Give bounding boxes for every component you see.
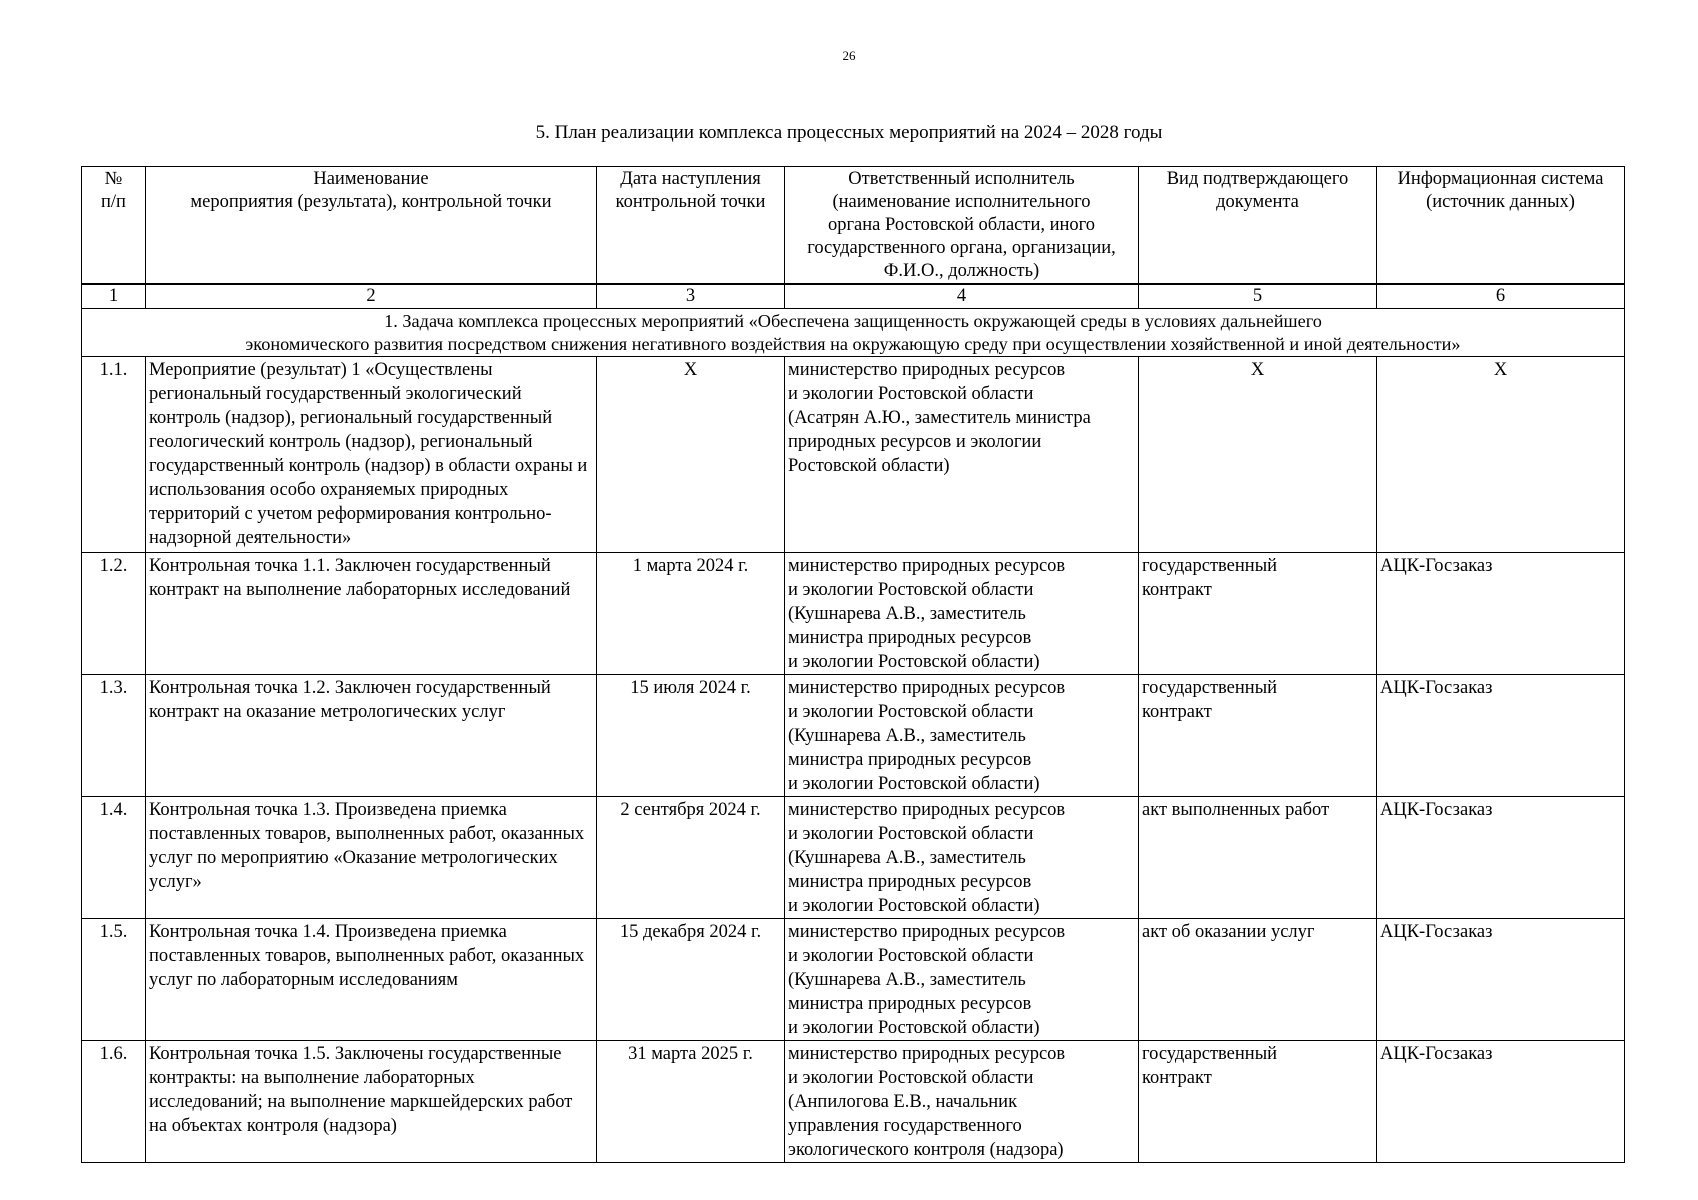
row-system-cell	[1377, 919, 1625, 1041]
row-number-cell	[82, 675, 146, 797]
row-number: 1.5.	[99, 922, 128, 942]
row-responsible: министерство природных ресурсов и экологии Ростовской области (Кушнарева А.В., заместитель министра природных ресурсов и экологии Ростовской области)	[788, 922, 1066, 1038]
row-document-cell	[1139, 675, 1377, 797]
row-system-cell	[1377, 553, 1625, 675]
row-system: АЦК-Госзаказ	[1380, 1044, 1493, 1064]
row-document-cell	[1139, 1041, 1377, 1163]
task-text: 1. Задача комплекса процессных мероприятий «Обеспечена защищенность окружающей среды в условиях дальнейшего экономического развития посредством снижения негативного воздействия на окружающую среду при осуществлении хозяйственной и иной деятельности»	[245, 311, 1461, 354]
column-number: 3	[597, 284, 785, 309]
row-date-cell	[597, 919, 785, 1041]
row-responsible-cell	[785, 919, 1139, 1041]
row-name-cell	[146, 675, 597, 797]
row-date-cell	[597, 797, 785, 919]
table-row	[82, 553, 1625, 675]
page-number: 26	[842, 48, 856, 63]
column-number: 1	[82, 284, 146, 309]
table-row	[82, 675, 1625, 797]
row-number-cell	[82, 919, 146, 1041]
row-system-cell	[1377, 357, 1625, 553]
row-system: Х	[1493, 360, 1508, 380]
row-date-cell	[597, 675, 785, 797]
table-header-row	[82, 167, 1625, 285]
table-row	[82, 797, 1625, 919]
row-date: 2 сентября 2024 г.	[620, 800, 761, 820]
row-date-cell	[597, 1041, 785, 1163]
row-number: 1.2.	[99, 556, 128, 576]
row-document-cell	[1139, 553, 1377, 675]
document-title: 5. План реализации комплекса процессных мероприятий на 2024 – 2028 годы	[535, 122, 1163, 143]
row-number: 1.1.	[99, 360, 128, 380]
row-system-cell	[1377, 675, 1625, 797]
row-number-cell	[82, 1041, 146, 1163]
header-cell	[82, 167, 146, 285]
row-responsible-cell	[785, 553, 1139, 675]
row-name-cell	[146, 1041, 597, 1163]
row-responsible-cell	[785, 357, 1139, 553]
row-system: АЦК-Госзаказ	[1380, 800, 1493, 820]
row-responsible-cell	[785, 1041, 1139, 1163]
column-number: 2	[146, 284, 597, 309]
table-row	[82, 357, 1625, 553]
row-date: 15 декабря 2024 г.	[619, 922, 762, 942]
table-row	[82, 1041, 1625, 1163]
header-system: Информационная система (источник данных)	[1397, 169, 1604, 212]
row-name: Контрольная точка 1.5. Заключены государственные контракты: на выполнение лабораторных исследований; на выполнение маркшейдерских работ на объектах контроля (надзора)	[149, 1044, 573, 1136]
row-name-cell	[146, 357, 597, 553]
table-row	[82, 919, 1625, 1041]
row-document: государственный контракт	[1142, 556, 1278, 600]
header-cell	[146, 167, 597, 285]
row-date: 31 марта 2025 г.	[628, 1044, 753, 1064]
header-name: Наименование мероприятия (результата), контрольной точки	[190, 169, 552, 212]
row-document: государственный контракт	[1142, 1044, 1278, 1088]
header-cell	[1139, 167, 1377, 285]
plan-table	[81, 166, 1625, 1163]
row-document: акт выполненных работ	[1142, 800, 1330, 820]
row-document: государственный контракт	[1142, 678, 1278, 722]
row-document-cell	[1139, 797, 1377, 919]
row-date: 15 июля 2024 г.	[630, 678, 751, 698]
header-cell	[785, 167, 1139, 285]
column-number: 4	[785, 284, 1139, 309]
row-date: Х	[683, 360, 698, 380]
row-name: Мероприятие (результат) 1 «Осуществлены региональный государственный экологический контроль (надзор), региональный государственный геологический контроль (надзор), региональный государственный контроль (надзор) в области охраны и использования особо охраняемых природных территорий с учетом реформирования контрольно-надзорной деятельности»	[149, 360, 588, 548]
row-number: 1.4.	[99, 800, 128, 820]
row-system: АЦК-Госзаказ	[1380, 556, 1493, 576]
column-number: 6	[1377, 284, 1625, 309]
header-date: Дата наступления контрольной точки	[615, 169, 766, 212]
table-body	[82, 357, 1625, 1163]
row-date-cell	[597, 357, 785, 553]
header-cell	[597, 167, 785, 285]
column-numbers-row	[82, 284, 1625, 309]
row-number-cell	[82, 357, 146, 553]
row-number: 1.6.	[99, 1044, 128, 1064]
header-num: № п/п	[101, 169, 126, 212]
row-system-cell	[1377, 797, 1625, 919]
row-number: 1.3.	[99, 678, 128, 698]
row-document: Х	[1250, 360, 1265, 380]
row-name-cell	[146, 919, 597, 1041]
row-date: 1 марта 2024 г.	[632, 556, 749, 576]
header-document: Вид подтверждающего документа	[1166, 169, 1349, 212]
row-name: Контрольная точка 1.2. Заключен государственный контракт на оказание метрологических услуг	[149, 678, 551, 722]
header-responsible: Ответственный исполнитель (наименование исполнительного органа Ростовской области, иного государственного органа, организации, Ф.И.О., должность)	[807, 169, 1116, 281]
task-row	[82, 309, 1625, 357]
row-name-cell	[146, 553, 597, 675]
row-document-cell	[1139, 357, 1377, 553]
row-name: Контрольная точка 1.1. Заключен государственный контракт на выполнение лабораторных исследований	[149, 556, 571, 600]
header-cell	[1377, 167, 1625, 285]
row-name: Контрольная точка 1.4. Произведена приемка поставленных товаров, выполненных работ, оказанных услуг по лабораторным исследованиям	[149, 922, 585, 990]
row-responsible: министерство природных ресурсов и экологии Ростовской области (Кушнарева А.В., заместитель министра природных ресурсов и экологии Ростовской области)	[788, 556, 1066, 672]
row-name: Контрольная точка 1.3. Произведена приемка поставленных товаров, выполненных работ, оказанных услуг по мероприятию «Оказание метрологических услуг»	[149, 800, 585, 892]
row-name-cell	[146, 797, 597, 919]
row-document: акт об оказании услуг	[1142, 922, 1315, 942]
row-document-cell	[1139, 919, 1377, 1041]
row-system-cell	[1377, 1041, 1625, 1163]
row-number-cell	[82, 553, 146, 675]
row-date-cell	[597, 553, 785, 675]
row-responsible: министерство природных ресурсов и экологии Ростовской области (Анпилогова Е.В., начальник управления государственного экологического контроля (надзора)	[788, 1044, 1066, 1160]
row-responsible-cell	[785, 675, 1139, 797]
task-cell	[82, 309, 1625, 357]
row-system: АЦК-Госзаказ	[1380, 922, 1493, 942]
column-number: 5	[1139, 284, 1377, 309]
row-responsible: министерство природных ресурсов и экологии Ростовской области (Кушнарева А.В., заместитель министра природных ресурсов и экологии Ростовской области)	[788, 800, 1066, 916]
row-responsible: министерство природных ресурсов и экологии Ростовской области (Кушнарева А.В., заместитель министра природных ресурсов и экологии Ростовской области)	[788, 678, 1066, 794]
row-system: АЦК-Госзаказ	[1380, 678, 1493, 698]
row-number-cell	[82, 797, 146, 919]
row-responsible-cell	[785, 797, 1139, 919]
row-responsible: министерство природных ресурсов и экологии Ростовской области (Асатрян А.Ю., заместитель министра природных ресурсов и экологии Ростовской области)	[788, 360, 1091, 476]
